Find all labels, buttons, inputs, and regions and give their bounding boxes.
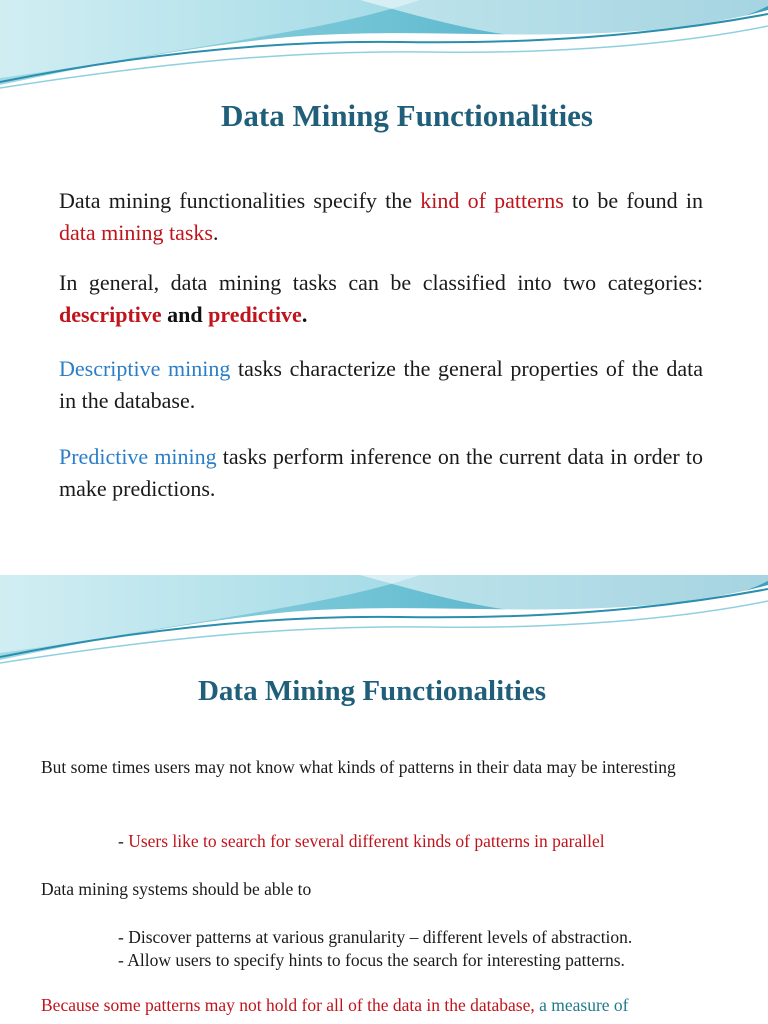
highlight-descriptive-mining: Descriptive mining [59, 356, 231, 381]
paragraph-systems-should: Data mining systems should be able to [41, 879, 312, 899]
highlight-measure-of: a measure of [534, 995, 629, 1015]
highlight-predictive: predictive [208, 302, 302, 327]
slide-2 [0, 575, 768, 1024]
text: . [212, 220, 219, 245]
highlight-predictive-mining: Predictive mining [59, 444, 217, 469]
text: tasks perform inference on the current data in order to make predictions. [59, 444, 703, 501]
paragraph-descriptive [59, 353, 703, 417]
bullet-allow-hints: - Allow users to specify hints to focus the search for interesting patterns. [118, 950, 625, 970]
text-and: and [161, 302, 209, 327]
highlight-because: Because some patterns may not hold for all of the data in the database, [41, 995, 535, 1015]
paragraph-predictive [59, 441, 703, 505]
highlight-search-parallel: Users like to search for several different kinds of patterns in parallel [128, 831, 605, 851]
bullet-search-parallel [118, 829, 738, 854]
slide-title: Data Mining Functionalities [197, 675, 546, 707]
text: In general, data mining tasks can be classified into two categories: [59, 270, 703, 295]
text-dot: . [301, 302, 308, 327]
text: tasks characterize the general properties of the data in the database. [59, 356, 703, 413]
paragraph-users-may-not-know: But some times users may not know what kinds of patterns in their data may be interesting [41, 757, 676, 777]
slide-gap [0, 560, 768, 575]
text: Data mining functionalities specify the [59, 188, 421, 213]
bullet-discover-patterns: - Discover patterns at various granularity – different levels of abstraction. [118, 927, 633, 947]
paragraph-functionalities [59, 185, 703, 249]
text-dash: - [118, 831, 129, 851]
highlight-data-mining-tasks: data mining tasks [59, 220, 213, 245]
highlight-descriptive: descriptive [59, 302, 162, 327]
paragraph-categories [59, 267, 703, 331]
text: to be found in [563, 188, 703, 213]
paragraph-measure [41, 993, 741, 1018]
highlight-kind-of-patterns: kind of patterns [420, 188, 564, 213]
wave-header-decoration [0, 0, 768, 90]
slide-title: Data Mining Functionalities [220, 98, 593, 133]
wave-header-decoration [0, 575, 768, 665]
